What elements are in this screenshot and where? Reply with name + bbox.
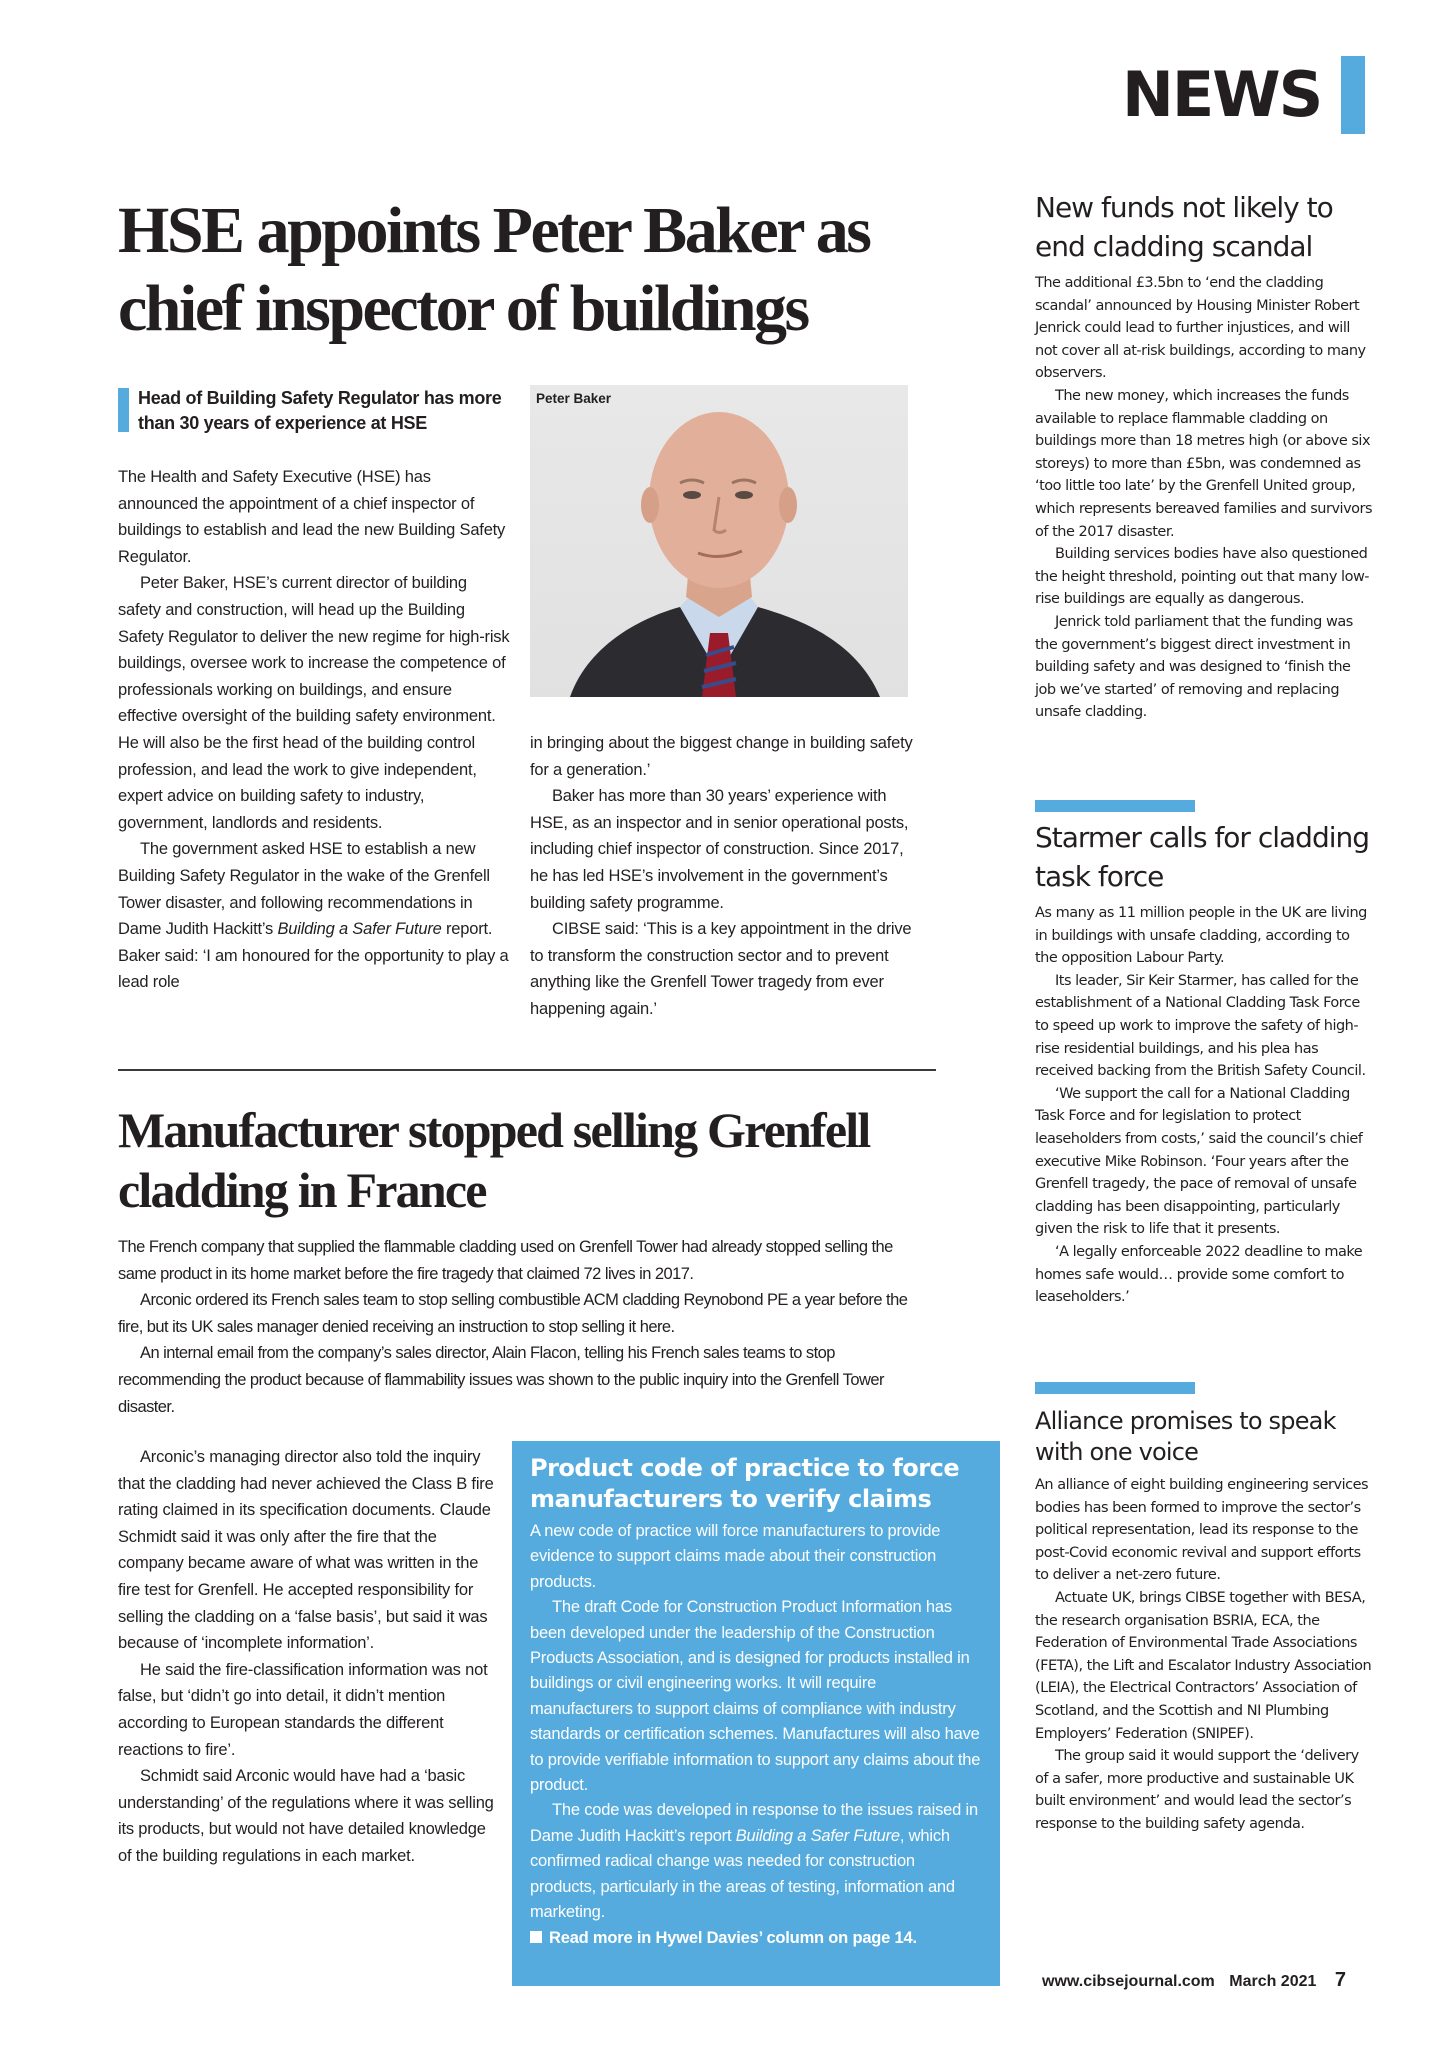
second-article-column <box>118 1444 498 1870</box>
section-accent-bar <box>1341 56 1365 134</box>
paragraph: A new code of practice will force manufacturers to provide evidence to support claims made about their construction products. <box>530 1522 941 1591</box>
paragraph: CIBSE said: ‘This is a key appointment in the drive to transform the construction sector and to prevent anything like the Grenfell Tower tragedy from ever happening again.’ <box>530 920 912 1018</box>
portrait-photo <box>530 385 908 697</box>
paragraph: The group said it would support the ‘delivery of a safer, more productive and sustainable UK built environment’ and would lead the sector’s response to the building safety agenda. <box>1035 1748 1359 1832</box>
page-number: 7 <box>1334 1969 1346 1991</box>
paragraph: Building services bodies have also questioned the height threshold, pointing out that many low-rise buildings are equally as dangerous. <box>1035 546 1370 608</box>
boxout-headline: Product code of practice to force manufacturers to verify claims <box>530 1454 960 1513</box>
paragraph: ‘We support the call for a National Cladding Task Force and for legislation to protect leaseholders from costs,’ said the council’s chief executive Mike Robinson. ‘Four years after the Grenfell tragedy, the pace of removal of unsafe cladding has been disappointing, particularly given the risk to life that it presents. <box>1035 1085 1363 1238</box>
sidebar-headline: Alliance promises to speak with one voice <box>1035 1407 1336 1466</box>
paragraph: Actuate UK, brings CIBSE together with BESA, the research organisation BSRIA, ECA, the Federation of Environmental Trade Associations (FETA), the Lift and Escalator Industry Association (LEIA), the Electrical Contractors’ Association of Scotland, and the Scottish and NI Plumbing Employers’ Federation (SNIPEF). <box>1035 1589 1372 1742</box>
paragraph: Arconic ordered its French sales team to stop selling combustible ACM cladding Reynobond PE a year before the fire, but its UK sales manager denied receiving an instruction to stop selling it here. <box>118 1291 908 1336</box>
section-label: NEWS <box>1122 58 1322 131</box>
paragraph: The new money, which increases the funds available to replace flammable cladding on buildings more than 18 metres high (or above six storeys) to more than £5bn, was condemned as ‘too little too late’ by the Grenfell United group, which represents bereaved families and survivors of the 2017 disaster. <box>1035 387 1373 540</box>
page-footer <box>1042 1969 1346 1992</box>
paragraph: Its leader, Sir Keir Starmer, has called for the establishment of a National Cladding Task Force to speed up work to improve the safety of high-rise residential buildings, and his plea has received backing from the British Safety Council. <box>1035 972 1366 1080</box>
paragraph: The government asked HSE to establish a new Building Safety Regulator in the wake of the Grenfell Tower disaster, and following recommendations in Dame Judith Hackitt’s Building a Safer Future report. Baker said: ‘I am honoured for the opportunity to play a lead role <box>118 840 509 992</box>
standfirst: Head of Building Safety Regulator has more than 30 years of experience at HSE <box>118 386 518 436</box>
paragraph: Peter Baker, HSE’s current director of building safety and construction, will head up the Building Safety Regulator to deliver the new regime for high-risk buildings, oversee work to increase the competence of professionals working on buildings, and ensure effective oversight of the building safety environment. He will also be the first head of the building control profession, and lead the work to give independent, expert advice on building safety to industry, government, landlords and residents. <box>118 574 510 832</box>
second-article-intro <box>118 1234 932 1420</box>
sidebar-headline: Starmer calls for cladding task force <box>1035 821 1370 893</box>
sidebar-story-3 <box>1035 1406 1375 1836</box>
sidebar-divider-bar <box>1035 1382 1195 1394</box>
article-divider <box>118 1069 936 1071</box>
paragraph: Jenrick told parliament that the funding was the government’s biggest direct investment in building safety and was designed to ‘finish the job we’ve started’ of removing and replacing unsafe cladding. <box>1035 613 1353 721</box>
paragraph: Schmidt said Arconic would have had a ‘basic understanding’ of the regulations where it was selling its products, but would not have detailed knowledge of the building regulations in each market. <box>118 1767 494 1865</box>
paragraph: The French company that supplied the flammable cladding used on Grenfell Tower had already stopped selling the same product in its home market before the fire tragedy that claimed 72 lives in 2017. <box>118 1238 893 1283</box>
square-bullet-icon <box>530 1931 542 1943</box>
report-title: Building a Safer Future <box>277 920 442 939</box>
paragraph: An alliance of eight building engineering services bodies has been formed to improve the sector’s political representation, lead its response to the post-Covid economic revival and support efforts to deliver a net-zero future. <box>1035 1477 1369 1584</box>
paragraph: He said the fire-classification information was not false, but ‘didn’t go into detail, it didn’t mention according to European standards the different reactions to fire’. <box>118 1660 488 1759</box>
read-more-link[interactable]: Read more in Hywel Davies’ column on page 14. <box>530 1926 982 1951</box>
footer-url[interactable]: www.cibsejournal.com <box>1042 1973 1215 1990</box>
second-headline: Manufacturer stopped selling Grenfell cladding in France <box>118 1102 870 1218</box>
main-article-column-1 <box>118 464 510 996</box>
report-title: Building a Safer Future <box>735 1826 900 1845</box>
paragraph: The code was developed in response to the issues raised in Dame Judith Hackitt’s report Building a Safer Future, which confirmed radical change was needed for construction products, particularly in the areas of testing, information and marketing. <box>530 1801 978 1922</box>
paragraph: The additional £3.5bn to ‘end the cladding scandal’ announced by Housing Minister Robert Jenrick could lead to further injustices, and will not cover all at-risk buildings, according to many observers. <box>1035 275 1366 382</box>
boxout-panel <box>512 1441 1000 1986</box>
photo-caption: Peter Baker <box>536 391 612 406</box>
sidebar-headline: New funds not likely to end cladding scandal <box>1035 191 1333 263</box>
paragraph: Baker has more than 30 years’ experience with HSE, as an inspector and in senior operational posts, including chief inspector of construction. Since 2017, he has led HSE’s involvement in the government’s building safety programme. <box>530 787 909 912</box>
paragraph: The Health and Safety Executive (HSE) has announced the appointment of a chief inspector of buildings to establish and lead the new Building Safety Regulator. <box>118 468 506 566</box>
portrait-illustration-icon <box>530 385 908 697</box>
footer-date: March 2021 <box>1229 1973 1317 1990</box>
main-headline: HSE appoints Peter Baker as chief inspector of buildings <box>118 194 870 345</box>
main-article-column-2 <box>530 730 920 1023</box>
sidebar-story-2 <box>1035 818 1375 1309</box>
paragraph: in bringing about the biggest change in building safety for a generation.’ <box>530 734 913 779</box>
paragraph: An internal email from the company’s sales director, Alain Flacon, telling his French sales teams to stop recommending the product because of flammability issues was shown to the public inquiry into the Grenfell Tower disaster. <box>118 1344 884 1416</box>
sidebar-divider-bar <box>1035 800 1195 812</box>
paragraph: ‘A legally enforceable 2022 deadline to make homes safe would… provide some comfort to leaseholders.’ <box>1035 1243 1363 1306</box>
paragraph: Arconic’s managing director also told the inquiry that the cladding had never achieved the Class B fire rating claimed in its specification documents. Claude Schmidt said it was only after the fire that the company became aware of what was written in the fire test for Grenfell. He accepted responsibility for selling the cladding on a ‘false basis’, but said it was because of ‘incomplete information’. <box>118 1448 494 1653</box>
paragraph: The draft Code for Construction Product Information has been developed under the leadership of the Construction Products Association, and is designed for products installed in buildings or civil engineering works. It will require manufacturers to support claims of compliance with industry standards or certification schemes. Manufactures will also have to provide verifiable information to support any claims about the product. <box>530 1598 981 1795</box>
sidebar-story-1 <box>1035 188 1375 724</box>
paragraph: As many as 11 million people in the UK are living in buildings with unsafe cladding, according to the opposition Labour Party. <box>1035 905 1367 967</box>
